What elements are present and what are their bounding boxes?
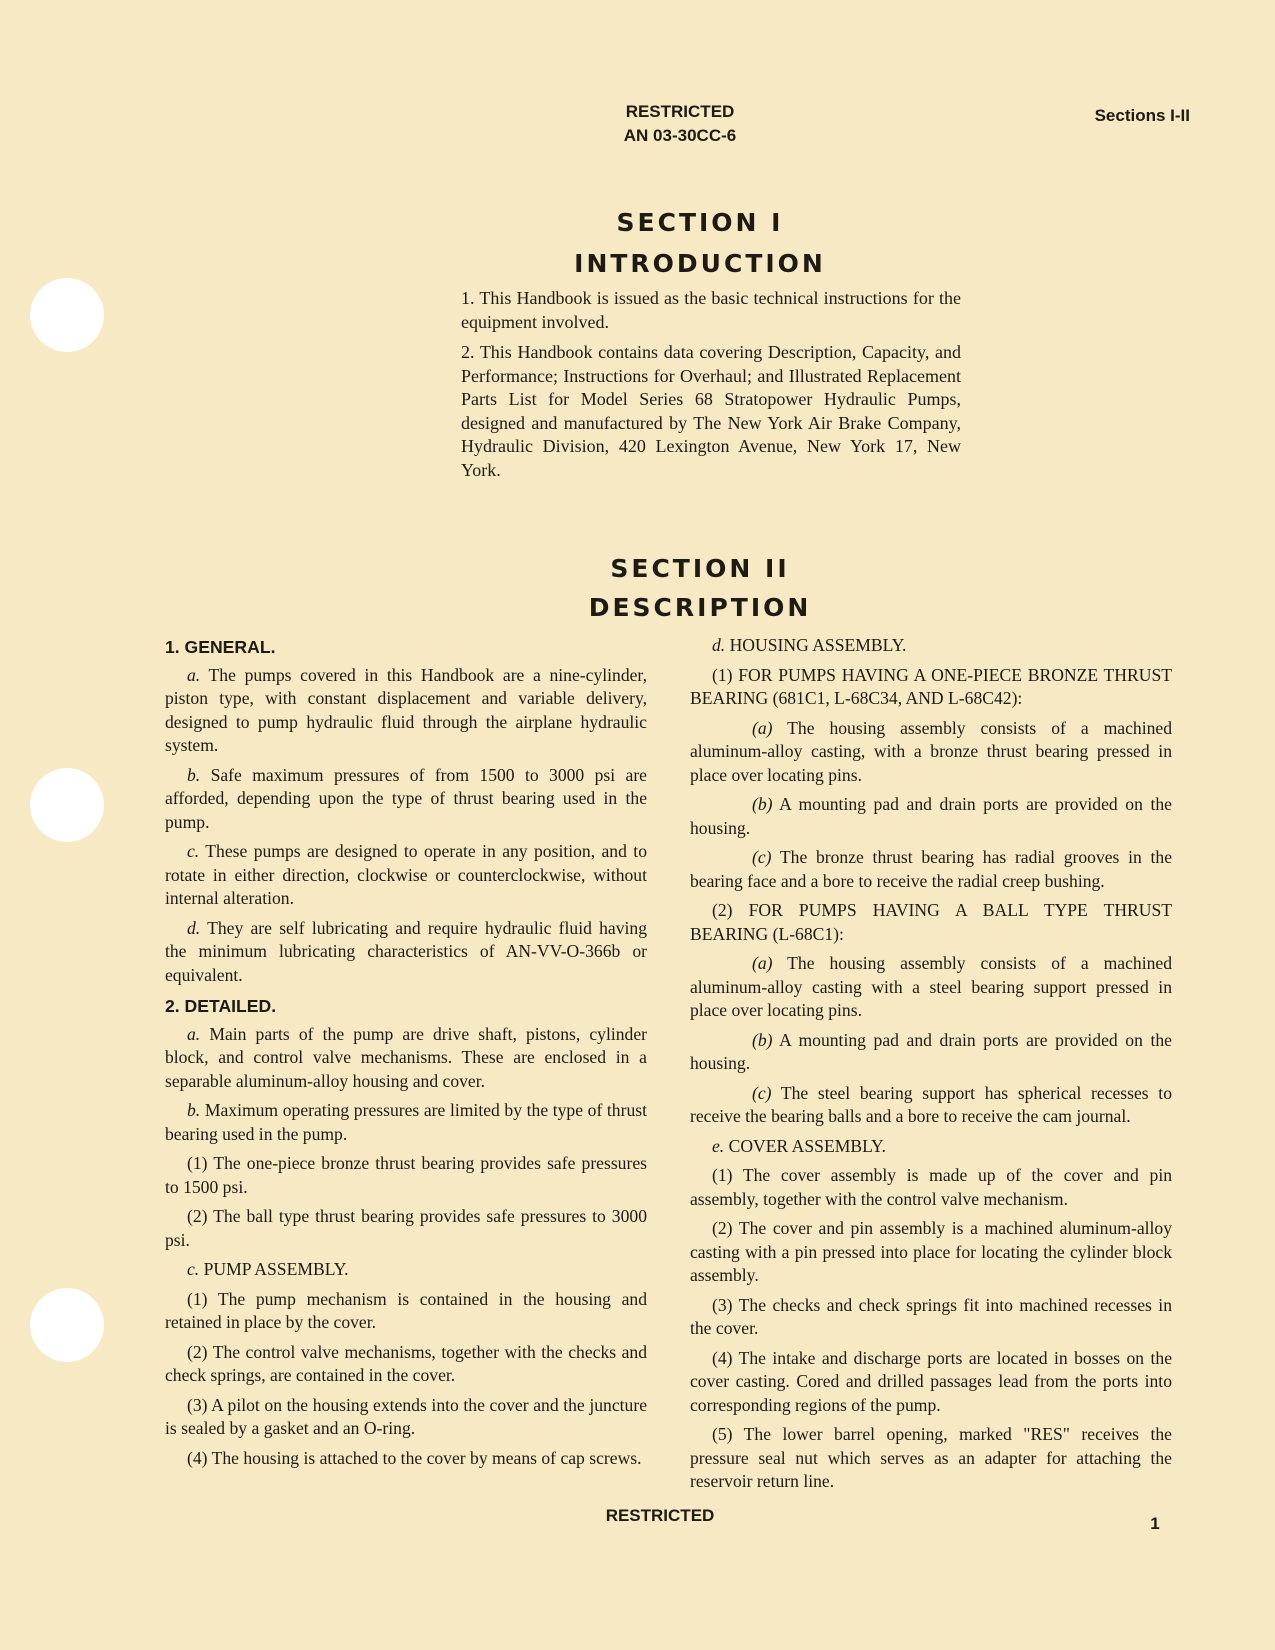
paragraph-text: The bronze thrust bearing has radial grooves in the bearing face and a bore to receive the radial creep bushing. bbox=[690, 847, 1172, 891]
paragraph bbox=[165, 764, 647, 835]
paragraph-text: (2) The ball type thrust bearing provides safe pressures to 3000 psi. bbox=[165, 1206, 647, 1250]
section2-subtitle: DESCRIPTION bbox=[588, 593, 812, 622]
paragraph-text: (5) The lower barrel opening, marked "RES" receives the pressure seal nut which serves as an adapter for attaching the reservoir return line. bbox=[690, 1424, 1172, 1491]
paragraph-text: (1) FOR PUMPS HAVING A ONE-PIECE BRONZE THRUST BEARING (681C1, L-68C34, AND L-68C42): bbox=[690, 664, 1172, 708]
left-column bbox=[165, 628, 647, 1476]
paragraph bbox=[690, 1347, 1172, 1418]
section1-title: SECTION I bbox=[616, 208, 784, 237]
paragraph-text: A mounting pad and drain ports are provided on the housing. bbox=[690, 794, 1172, 838]
restricted-header: RESTRICTED bbox=[625, 102, 735, 121]
paragraph bbox=[165, 1288, 647, 1335]
paragraph-text: 1. GENERAL. bbox=[165, 637, 276, 657]
paragraph-text: COVER ASSEMBLY. bbox=[724, 1135, 886, 1156]
paragraph bbox=[690, 634, 1172, 658]
paragraph-text: The steel bearing support has spherical recesses to receive the bearing balls and a bore to receive the cam journal. bbox=[690, 1082, 1172, 1126]
paragraph bbox=[690, 899, 1172, 946]
paragraph-label: d. bbox=[187, 917, 201, 938]
paragraph-text: The housing assembly consists of a machined aluminum-alloy casting with a steel bearing support pressed in place over locating pins. bbox=[690, 953, 1172, 1020]
paragraph-text: 2. DETAILED. bbox=[165, 996, 277, 1016]
paragraph-label: b. bbox=[187, 764, 201, 785]
paragraph-label: a. bbox=[187, 664, 201, 685]
paragraph-text: They are self lubricating and require hydraulic fluid having the minimum lubricating characteristics of AN-VV-O-366b or equivalent. bbox=[165, 917, 647, 985]
restricted-footer: RESTRICTED bbox=[605, 1506, 715, 1525]
paragraph-label: (c) bbox=[752, 847, 772, 867]
right-column bbox=[690, 634, 1172, 1500]
paragraph-text: (3) The checks and check springs fit into machined recesses in the cover. bbox=[690, 1294, 1172, 1338]
paragraph-label: (b) bbox=[752, 794, 773, 814]
paragraph bbox=[165, 664, 647, 758]
paragraph bbox=[690, 1423, 1172, 1494]
intro-paragraph: 1. This Handbook is issued as the basic technical instructions for the equipment involved. bbox=[461, 288, 961, 332]
paragraph bbox=[690, 1217, 1172, 1288]
paragraph bbox=[165, 1152, 647, 1199]
intro-paragraph: 2. This Handbook contains data covering Description, Capacity, and Performance; Instructions for Overhaul; and Illustrated Replacement Parts List for Model Series 68 Stratopower Hydraulic Pumps, designed and manufactured by The New York Air Brake Company, Hydraulic Division, 420 Lexington Avenue, New York 17, New York. bbox=[461, 342, 961, 480]
paragraph-label: (c) bbox=[752, 1082, 772, 1103]
paragraph-text: (2) The control valve mechanisms, together with the checks and check springs, are contained in the cover. bbox=[165, 1341, 647, 1385]
paragraph bbox=[690, 1164, 1172, 1211]
paragraph bbox=[690, 846, 1172, 893]
paragraph-label: b. bbox=[187, 1100, 201, 1120]
paragraph bbox=[690, 952, 1172, 1023]
paragraph-text: (1) The cover assembly is made up of the cover and pin assembly, together with the control valve mechanism. bbox=[690, 1165, 1172, 1209]
paragraph bbox=[165, 1258, 647, 1282]
paragraph-label: c. bbox=[187, 841, 200, 861]
paragraph-text: (2) FOR PUMPS HAVING A BALL TYPE THRUST BEARING (L-68C1): bbox=[690, 900, 1172, 944]
section-heading bbox=[165, 995, 647, 1019]
paragraph bbox=[165, 1447, 647, 1471]
paragraph-label: e. bbox=[712, 1135, 725, 1156]
paragraph-label: (a) bbox=[752, 717, 773, 738]
sections-label: Sections I-II bbox=[1094, 106, 1190, 125]
paragraph-text: The pumps covered in this Handbook are a nine-cylinder, piston type, with constant displacement and variable delivery, designed to pump hydraulic fluid through the airplane hydraulic system. bbox=[165, 664, 647, 755]
paragraph bbox=[690, 1029, 1172, 1076]
binder-hole bbox=[30, 1288, 104, 1362]
paragraph-text: (4) The housing is attached to the cover by means of cap screws. bbox=[187, 1447, 642, 1468]
paragraph bbox=[165, 1023, 647, 1094]
paragraph-label: (b) bbox=[752, 1029, 773, 1050]
paragraph-text: Maximum operating pressures are limited by the type of thrust bearing used in the pump. bbox=[165, 1100, 647, 1144]
paragraph bbox=[165, 1099, 647, 1146]
section1-subtitle: INTRODUCTION bbox=[574, 249, 826, 278]
paragraph bbox=[165, 1394, 647, 1441]
section2-title: SECTION II bbox=[610, 554, 790, 583]
paragraph-text: PUMP ASSEMBLY. bbox=[199, 1259, 349, 1279]
binder-hole bbox=[30, 278, 104, 352]
paragraph bbox=[690, 793, 1172, 840]
paragraph-text: HOUSING ASSEMBLY. bbox=[725, 635, 907, 655]
paragraph bbox=[690, 717, 1172, 788]
paragraph-text: Main parts of the pump are drive shaft, pistons, cylinder block, and control valve mechanisms. These are enclosed in a separable aluminum-alloy housing and cover. bbox=[165, 1023, 647, 1091]
paragraph bbox=[690, 664, 1172, 711]
paragraph-text: Safe maximum pressures of from 1500 to 3000 psi are afforded, depending upon the type of thrust bearing used in the pump. bbox=[165, 764, 647, 832]
paragraph-label: (a) bbox=[752, 953, 773, 973]
section-heading bbox=[165, 636, 647, 660]
paragraph bbox=[690, 1082, 1172, 1129]
introduction-text bbox=[461, 287, 961, 489]
paragraph-text: (3) A pilot on the housing extends into the cover and the juncture is sealed by a gasket and an O-ring. bbox=[165, 1394, 647, 1438]
paragraph-text: (1) The pump mechanism is contained in the housing and retained in place by the cover. bbox=[165, 1288, 647, 1332]
paragraph-text: (1) The one-piece bronze thrust bearing provides safe pressures to 1500 psi. bbox=[165, 1153, 647, 1197]
paragraph bbox=[690, 1135, 1172, 1159]
paragraph bbox=[165, 840, 647, 911]
paragraph-label: c. bbox=[187, 1259, 200, 1279]
paragraph bbox=[690, 1294, 1172, 1341]
paragraph-label: a. bbox=[187, 1023, 201, 1044]
document-number: AN 03-30CC-6 bbox=[623, 126, 737, 145]
paragraph-text: A mounting pad and drain ports are provided on the housing. bbox=[690, 1029, 1172, 1073]
paragraph-text: The housing assembly consists of a machined aluminum-alloy casting, with a bronze thrust bearing pressed in place over locating pins. bbox=[690, 717, 1172, 785]
paragraph bbox=[165, 917, 647, 988]
paragraph-text: (2) The cover and pin assembly is a machined aluminum-alloy casting with a pin pressed into place for locating the cylinder block assembly. bbox=[690, 1218, 1172, 1285]
paragraph bbox=[165, 1341, 647, 1388]
binder-hole bbox=[30, 768, 104, 842]
paragraph bbox=[165, 1205, 647, 1252]
paragraph-text: (4) The intake and discharge ports are located in bosses on the cover casting. Cored and drilled passages lead from the ports into corresponding regions of the pump. bbox=[690, 1347, 1172, 1415]
paragraph-text: These pumps are designed to operate in any position, and to rotate in either direction, clockwise or counterclockwise, without internal alteration. bbox=[165, 841, 647, 908]
page-number: 1 bbox=[1150, 1514, 1160, 1533]
paragraph-label: d. bbox=[712, 635, 726, 655]
